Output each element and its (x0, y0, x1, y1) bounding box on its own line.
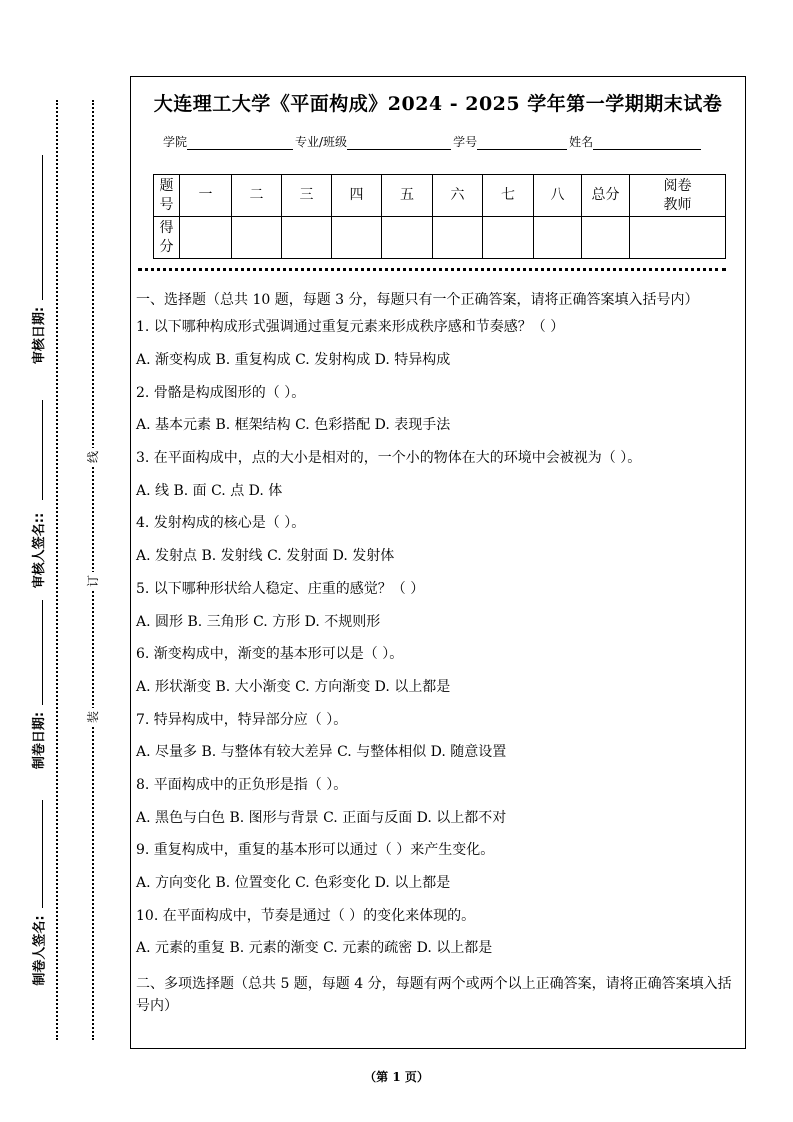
question-2: 2. 骨骼是构成图形的（ ）。 (136, 384, 306, 401)
score-col-total: 总分 (582, 175, 630, 217)
score-cell-total[interactable] (582, 217, 630, 259)
binding-char-ding: 订 (84, 572, 102, 590)
binding-dotted-line-left (56, 100, 58, 1040)
question-3: 3. 在平面构成中，点的大小是相对的，一个小的物体在大的环境中会被视为（ ）。 (136, 450, 642, 467)
score-cell-2[interactable] (232, 217, 282, 259)
score-col-4: 四 (332, 175, 382, 217)
compile-date-label: 制卷日期: (32, 711, 48, 769)
student-info-row (163, 133, 723, 150)
question-8: 8. 平面构成中的正负形是指（ ）。 (136, 776, 348, 793)
score-col-7: 七 (483, 175, 534, 217)
reviewer-signature-label: 审核人签名:: (32, 512, 48, 588)
exam-title: 大连理工大学《平面构成》2024 - 2025 学年第一学期期末试卷 (153, 93, 723, 115)
score-cell-8[interactable] (534, 217, 582, 259)
question-1: 1. 以下哪种构成形式强调通过重复元素来形成秩序感和节奏感？（ ） (136, 319, 565, 336)
question-5-options: A. 圆形 B. 三角形 C. 方形 D. 不规则形 (136, 613, 381, 630)
exam-frame (130, 76, 746, 1049)
binding-dotted-line-right (92, 100, 94, 1040)
score-table-score-row (154, 217, 726, 259)
major-field[interactable] (347, 137, 451, 150)
binding-char-zhuang: 装 (84, 708, 102, 726)
score-table-head-score: 得 分 (154, 217, 180, 259)
question-2-options: A. 基本元素 B. 框架结构 C. 色彩搭配 D. 表现手法 (136, 417, 451, 434)
exam-content (136, 289, 742, 1017)
question-6: 6. 渐变构成中，渐变的基本形可以是（ ）。 (136, 646, 404, 663)
score-cell-1[interactable] (180, 217, 232, 259)
binding-char-xian: 线 (84, 448, 102, 466)
question-6-options: A. 形状渐变 B. 大小渐变 C. 方向渐变 D. 以上都是 (136, 678, 451, 695)
score-col-2: 二 (232, 175, 282, 217)
score-col-1: 一 (180, 175, 232, 217)
compile-date-line[interactable] (42, 600, 43, 705)
score-table (153, 174, 726, 259)
question-4-options: A. 发射点 B. 发射线 C. 发射面 D. 发射体 (136, 548, 395, 565)
section1-heading: 一、选择题（总共 10 题，每题 3 分，每题只有一个正确答案，请将正确答案填入括号内） (136, 292, 699, 308)
compiler-signature-label: 制卷人签名: (32, 914, 48, 986)
question-8-options: A. 黑色与白色 B. 图形与背景 C. 正面与反面 D. 以上都不对 (136, 809, 507, 826)
question-10-options: A. 元素的重复 B. 元素的渐变 C. 元素的疏密 D. 以上都是 (136, 940, 493, 957)
score-table-head-question: 题 号 (154, 175, 180, 217)
review-date-line[interactable] (42, 155, 43, 300)
question-9: 9. 重复构成中，重复的基本形可以通过（ ）来产生变化。 (136, 842, 495, 859)
review-date-label: 审核日期: (32, 306, 48, 364)
question-7: 7. 特异构成中，特异部分应（ ）。 (136, 711, 348, 728)
major-label: 专业/班级 (295, 135, 348, 149)
college-label: 学院 (163, 135, 188, 149)
question-10: 10. 在平面构成中，节奏是通过（ ）的变化来体现的。 (136, 907, 476, 924)
page-number: （第 1 页） (364, 1070, 429, 1084)
score-col-3: 三 (282, 175, 332, 217)
score-col-5: 五 (382, 175, 433, 217)
student-id-field[interactable] (477, 137, 567, 150)
score-cell-4[interactable] (332, 217, 382, 259)
college-field[interactable] (187, 137, 293, 150)
score-col-6: 六 (433, 175, 483, 217)
question-5: 5. 以下哪种形状给人稳定、庄重的感觉？（ ） (136, 580, 425, 597)
score-table-header-row (154, 175, 726, 217)
question-4: 4. 发射构成的核心是（ ）。 (136, 515, 306, 532)
question-3-options: A. 线 B. 面 C. 点 D. 体 (136, 482, 283, 499)
compiler-signature-line[interactable] (42, 800, 43, 908)
question-9-options: A. 方向变化 B. 位置变化 C. 色彩变化 D. 以上都是 (136, 875, 451, 892)
score-cell-5[interactable] (382, 217, 433, 259)
question-7-options: A. 尽量多 B. 与整体有较大差异 C. 与整体相似 D. 随意设置 (136, 744, 507, 761)
separator-dotted-line (138, 268, 726, 271)
name-field[interactable] (593, 137, 701, 150)
question-1-options: A. 渐变构成 B. 重复构成 C. 发射构成 D. 特异构成 (136, 352, 451, 369)
name-label: 姓名 (569, 135, 594, 149)
score-cell-7[interactable] (483, 217, 534, 259)
student-id-label: 学号 (453, 135, 478, 149)
section1-questions (136, 311, 742, 965)
score-cell-3[interactable] (282, 217, 332, 259)
score-cell-reviewer[interactable] (630, 217, 726, 259)
section2-heading: 二、多项选择题（总共 5 题，每题 4 分，每题有两个或两个以上正确答案，请将正确答案填入括号内） (136, 975, 732, 1014)
score-col-reviewer: 阅卷 教师 (630, 175, 726, 217)
score-col-8: 八 (534, 175, 582, 217)
score-cell-6[interactable] (433, 217, 483, 259)
reviewer-signature-line[interactable] (42, 400, 43, 500)
